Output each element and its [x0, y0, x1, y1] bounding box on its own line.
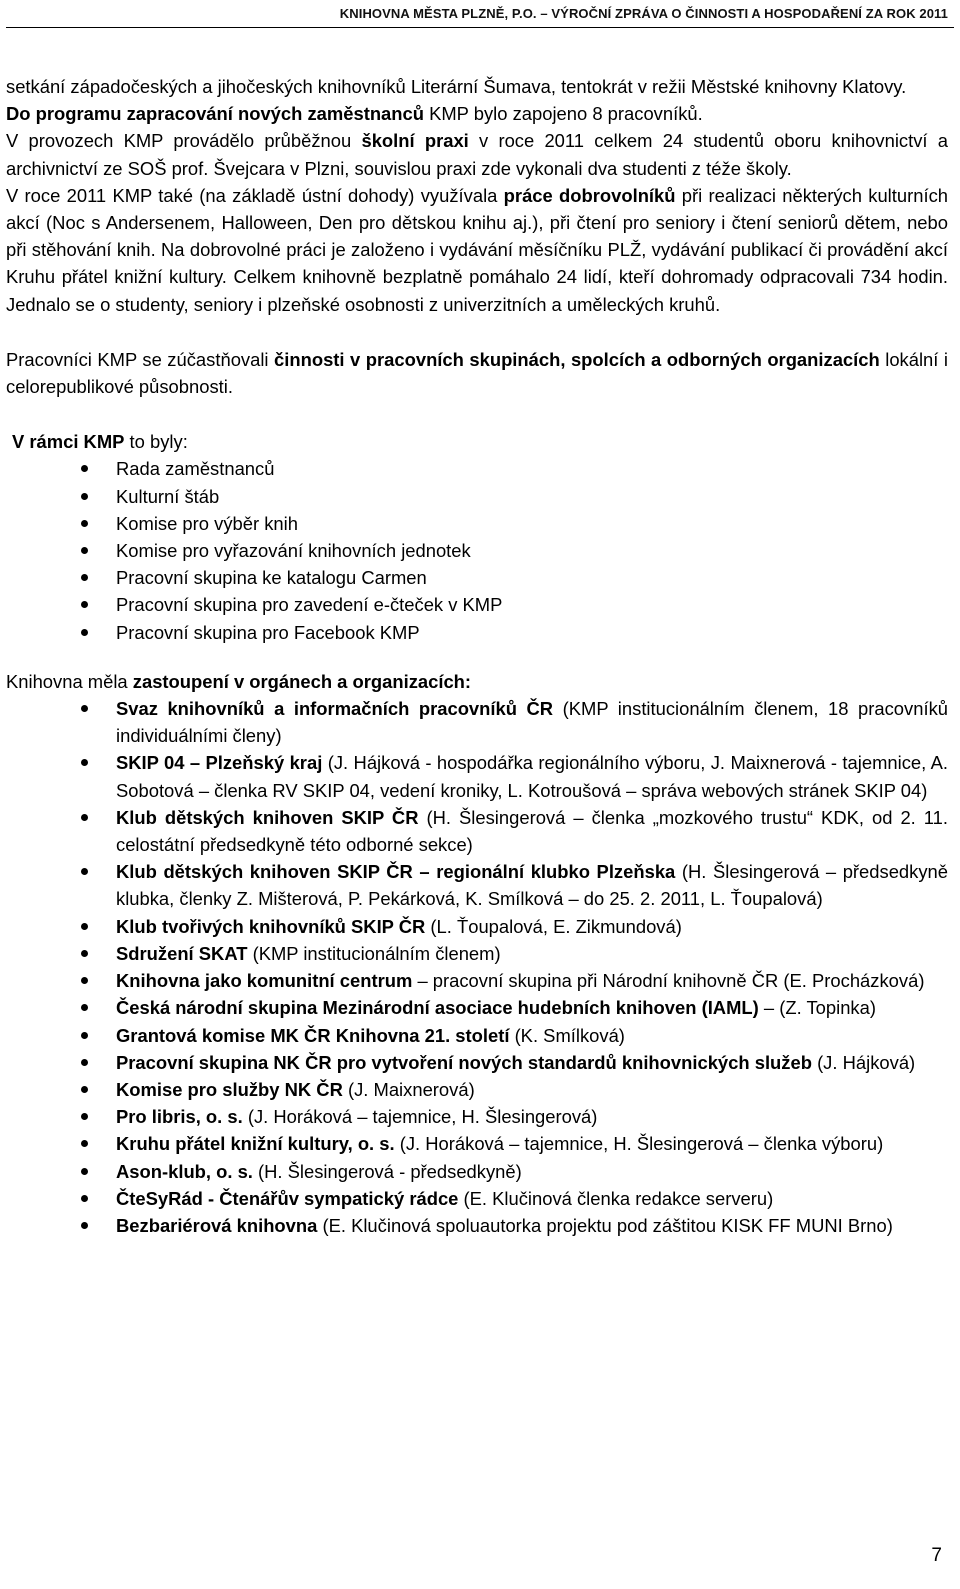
- list-item: [6, 994, 948, 1021]
- paragraph-working-groups: [6, 346, 948, 400]
- external-intro-bold: zastoupení v orgánech a organizacích:: [132, 670, 472, 692]
- list-item: Rada zaměstnanců: [6, 455, 948, 482]
- list-item: [6, 967, 948, 994]
- organization-detail: (K. Smílková): [509, 1024, 625, 1046]
- organization-detail: (H. Šlesingerová – členka „mozkového trustu“ KDK, od 2. 11. celostátní předsedkyně této odborné sekce): [116, 806, 948, 856]
- paragraph-text: Pracovníci KMP se zúčastňovali: [6, 348, 275, 370]
- paragraph-text: KMP bylo zapojeno 8 pracovníků.: [423, 103, 703, 125]
- highlight-working-groups: činnosti v pracovních skupinách, spolcích a odborných organizacích: [274, 348, 880, 370]
- organization-detail: – (Z. Topinka): [758, 997, 876, 1019]
- list-item: [6, 1185, 948, 1212]
- organization-detail: (E. Klučinová spoluautorka projektu pod záštitou KISK FF MUNI Brno): [317, 1214, 893, 1236]
- list-item: [6, 749, 948, 803]
- paragraph-text: V provozech KMP provádělo průběžnou: [6, 130, 362, 152]
- organization-detail: – pracovní skupina při Národní knihovně ČR (E. Procházková): [412, 970, 925, 992]
- list-item: Pracovní skupina ke katalogu Carmen: [6, 564, 948, 591]
- organization-name: Sdružení SKAT: [116, 942, 248, 964]
- organization-name: Svaz knihovníků a informačních pracovníků ČR: [116, 698, 554, 720]
- paragraph-school-practice: [6, 127, 948, 181]
- list-item: [6, 804, 948, 858]
- list-item: Komise pro výběr knih: [6, 510, 948, 537]
- internal-intro-text: to byly:: [124, 431, 188, 453]
- organization-name: ČteSyRád - Čtenářův sympatický rádce: [116, 1187, 459, 1209]
- organization-detail: (J. Horáková – tajemnice, H. Šlesingerová – členka výboru): [394, 1133, 884, 1155]
- organization-name: Pracovní skupina NK ČR pro vytvoření nových standardů knihovnických služeb: [116, 1051, 812, 1073]
- list-item: Kulturní štáb: [6, 483, 948, 510]
- organization-detail: (J. Hájková - hospodářka regionálního výboru, J. Maixnerová - tajemnice, A. Sobotová – členka RV SKIP 04, vedení kroniky, L. Kotroušová – správa webových stránek SKIP 04): [116, 752, 949, 801]
- organization-name: SKIP 04 – Plzeňský kraj: [116, 752, 323, 774]
- spacer: [6, 400, 948, 428]
- internal-groups-list: [6, 455, 948, 645]
- list-item: [6, 1076, 948, 1103]
- list-item: Pracovní skupina pro zavedení e-čteček v KMP: [6, 591, 948, 618]
- list-item: [6, 913, 948, 940]
- list-item: [6, 1103, 948, 1130]
- paragraph-text: v roce 2011 celkem 24 studentů oboru knihovnictví a archivnictví ze SOŠ prof. Švejcara v Plzni, souvislou praxi zde vykonali dva studenti z téže školy.: [6, 130, 948, 179]
- organization-name: Bezbariérová knihovna: [116, 1214, 318, 1236]
- list-item: [6, 1212, 948, 1239]
- page-number: 7: [931, 1545, 942, 1566]
- list-item: [6, 1022, 948, 1049]
- organization-name: Klub tvořivých knihovníků SKIP ČR: [116, 915, 426, 937]
- list-item: Komise pro vyřazování knihovních jednotek: [6, 537, 948, 564]
- organization-detail: (KMP institucionálním členem, 18 pracovníků individuálními členy): [116, 698, 948, 747]
- organization-name: Pro libris, o. s.: [116, 1106, 243, 1128]
- header-rule: [6, 27, 954, 28]
- organization-detail: (J. Maixnerová): [342, 1078, 475, 1100]
- organization-detail: (H. Šlesingerová - předsedkyně): [252, 1160, 522, 1182]
- organization-name: Grantová komise MK ČR Knihovna 21. století: [116, 1024, 510, 1046]
- internal-list-intro: [6, 428, 948, 455]
- organization-detail: (J. Hájková): [811, 1051, 916, 1073]
- paragraph-text: lokální i celorepublikové působnosti.: [6, 348, 948, 398]
- page-content: [6, 73, 948, 1239]
- organization-name: Česká národní skupina Mezinárodní asociace hudebních knihoven (IAML): [116, 997, 759, 1019]
- paragraph-text: při realizaci některých kulturních akcí (Noc s Andersenem, Halloween, Den pro dětskou knihu aj.), při čtení pro seniory i čtení seniorů dětem, nebo při stěhování knih. Na dobrovolné práci je založeno i vydávání měsíčníku PLŽ, vydávání publikací či provádění akcí Kruhu přátel knižní kultury. Celkem knihovně bezplatně pomáhalo 24 lidí, kteří dohromady odpracovali 734 hodin. Jednalo se o studenty, seniory i plzeňské osobnosti z univerzitních a uměleckých kruhů.: [6, 184, 948, 315]
- list-item: [6, 1049, 948, 1076]
- spacer: [6, 318, 948, 346]
- paragraph-literarni-sumava: setkání západočeských a jihočeských knihovníků Literární Šumava, tentokrát v režii Městské knihovny Klatovy.: [6, 76, 907, 97]
- organization-name: Knihovna jako komunitní centrum: [116, 970, 413, 992]
- organization-detail: (L. Ťoupalová, E. Zikmundová): [425, 915, 682, 937]
- list-item: Pracovní skupina pro Facebook KMP: [6, 619, 948, 646]
- organization-name: Ason-klub, o. s.: [116, 1160, 253, 1182]
- running-header: KNIHOVNA MĚSTA PLZNĚ, P.O. – VÝROČNÍ ZPRÁVA O ČINNOSTI A HOSPODAŘENÍ ZA ROK 2011: [339, 6, 948, 21]
- list-item: [6, 1130, 948, 1157]
- highlight-volunteers: práce dobrovolníků: [503, 184, 676, 206]
- organization-detail: (H. Šlesingerová – předsedkyně klubka, členky Z. Mišterová, P. Pekárková, K. Smílková – do 25. 2. 2011, L. Ťoupalová): [116, 861, 949, 910]
- organization-name: Klub dětských knihoven SKIP ČR: [116, 806, 419, 828]
- paragraph-text: V roce 2011 KMP také (na základě ústní dohody) využívala: [6, 184, 504, 206]
- list-item: [6, 695, 948, 749]
- organization-name: Klub dětských knihoven SKIP ČR – regionální klubko Plzeňska: [116, 861, 676, 883]
- internal-intro-bold: V rámci KMP: [12, 431, 125, 453]
- paragraph-new-employees: [6, 100, 948, 127]
- external-organizations-list: [6, 695, 948, 1239]
- list-item: [6, 858, 948, 912]
- highlight-school-practice: školní praxi: [361, 130, 469, 152]
- highlight-new-employees: Do programu zapracování nových zaměstnanců: [6, 103, 424, 125]
- external-list-intro: [6, 668, 948, 695]
- organization-detail: (KMP institucionálním členem): [247, 942, 501, 964]
- spacer: [6, 646, 948, 668]
- list-item: [6, 940, 948, 967]
- organization-name: Komise pro služby NK ČR: [116, 1078, 343, 1100]
- organization-name: Kruhu přátel knižní kultury, o. s.: [116, 1133, 395, 1155]
- organization-detail: (E. Klučinová členka redakce serveru): [458, 1187, 774, 1209]
- list-item: [6, 1158, 948, 1185]
- paragraph-volunteers: [6, 182, 948, 318]
- external-intro-text: Knihovna měla: [6, 670, 133, 692]
- organization-detail: (J. Horáková – tajemnice, H. Šlesingerová): [242, 1106, 598, 1128]
